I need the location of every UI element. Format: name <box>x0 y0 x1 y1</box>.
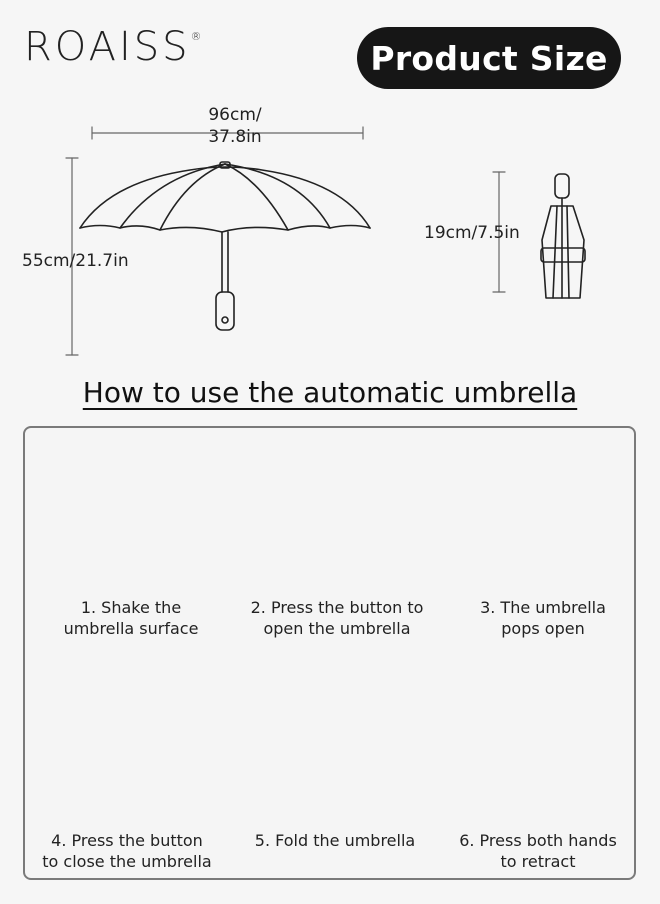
step-4-caption: 4. Press the button to close the umbrella <box>42 831 212 871</box>
howto-title: How to use the automatic umbrella <box>82 376 578 409</box>
step-5-caption: 5. Fold the umbrella <box>254 831 416 850</box>
folded-umbrella-icon <box>541 174 585 298</box>
product-size-title: Product Size <box>357 27 621 89</box>
folded-dimension: 19cm/7.5in <box>424 223 520 243</box>
width-imperial: 37.8in <box>208 127 262 147</box>
step-1-caption: 1. Shake the umbrella surface <box>63 598 199 638</box>
width-metric: 96cm/ <box>208 105 262 125</box>
length-dimension: 55cm/21.7in <box>22 251 129 271</box>
width-dimension <box>193 104 277 148</box>
brand-logo: ROAISS® <box>24 24 202 70</box>
instructions-panel <box>23 426 636 880</box>
step-6-caption: 6. Press both hands to retract <box>459 831 617 871</box>
step-3-caption: 3. The umbrella pops open <box>480 598 606 638</box>
step-2-caption: 2. Press the button to open the umbrella <box>250 598 424 638</box>
open-umbrella-icon <box>80 162 370 330</box>
